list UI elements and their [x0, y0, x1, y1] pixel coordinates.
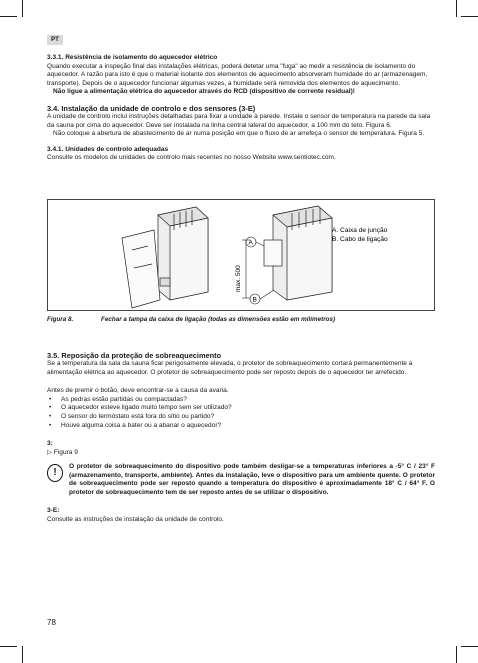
language-tag: PT: [47, 35, 63, 45]
section-3e-label: 3-E:: [47, 506, 60, 514]
section-3-3-1-title: 3.3.1. Resistência de isolamento do aquecedor elétrico: [47, 54, 218, 61]
list-item: • O aquecedor esteve ligado muito tempo sem ser utilizado?: [47, 404, 435, 413]
caption-number: Figura 8.: [47, 316, 74, 323]
figure-9-reference: ▷ Figura 9: [47, 448, 78, 456]
crop-mark: [0, 646, 17, 647]
section-3-3-1-body: Quando executar a inspeção final das instalações elétricas, poderá detetar uma "fuga" ao medir a resistência de isolamento do aquecedor. A razão para isto é que o material isolante dos elementos de aquecimento absorveram humidade do ar (armazenagem, transporte). Depois de o aquecedor funcionar algumas vezes, a humidade será removida dos elementos de aquecimento.: [47, 62, 428, 87]
section-3-5-body: Se a temperatura da sala da sauna ficar perigosamente elevada, o protetor de sobreaquecimento cortará permanentemente a alimentação elétrica ao aquecedor. O protetor de sobreaquecimento pode ser reposto depois de o aquecedor ter arrefecido.: [47, 360, 413, 376]
cause-list: [47, 396, 435, 430]
list-item: • O sensor do termóstato está fora do sítio ou partido?: [47, 413, 435, 422]
crop-mark: [461, 16, 478, 17]
legend-a: A. Caixa de junção: [332, 227, 388, 234]
crop-mark: [0, 16, 17, 17]
marker-a: A: [248, 239, 253, 247]
dimension-label: max. 500: [235, 265, 242, 292]
warning-text: O protetor de sobreaquecimento do dispositivo pode também desligar-se a temperaturas inferiores a -5° C / 23° F (armazenamento, transporte, ambiente). Antes da instalação, leve o dispositivo para um ambiente quente. O protetor de sobreaquecimento pode ser reposto quando a temperatura do dispositivo é aproximadamente 18° C / 64° F. O protetor de sobreaquecimento tem de ser reposto antes de se utilizar o dispositivo.: [69, 463, 435, 496]
heater-illustration: [48, 200, 436, 312]
list-item: • Houve alguma coisa a bater ou a abanar o aquecedor?: [47, 422, 435, 431]
section-3-label: 3:: [47, 440, 53, 448]
figure-8-caption: [47, 316, 435, 323]
crop-mark: [22, 646, 23, 663]
crop-mark: [456, 0, 457, 17]
section-3-4-body: A unidade de controlo inclui instruções detalhadas para fixar a unidade à parede. Instale o sensor de temperatura na parede da sala da sauna por cima do aquecedor. Deve ser instalada na linha central lateral do aquecedor, a 100 mm do teto. Figura 6.: [47, 112, 431, 129]
warning-icon: !: [47, 464, 63, 482]
crop-mark: [22, 0, 23, 17]
section-3-4-1-title: 3.4.1. Unidades de controlo adequadas: [47, 145, 169, 153]
section-3-4-body-2: Não coloque a abertura de abastecimento de ar numa posição em que o fluxo de ar arrefeça o sensor de temperatura. Figura 5.: [53, 130, 425, 138]
figure-8: [47, 199, 435, 311]
section-3-5-intro: Antes de premir o botão, deve encontrar-se a causa da avaria.: [47, 387, 229, 395]
rcd-warning: Não ligue a alimentação elétrica do aquecedor através do RCD (dispositivo de corrente residual)!: [53, 88, 355, 96]
section-3-5-title: 3.5. Reposição da proteção de sobreaquecimento: [47, 351, 222, 360]
section-3e-body: Consulte as instruções de instalação da unidade de controlo.: [47, 515, 224, 523]
upper-text: [47, 54, 435, 163]
crop-mark: [456, 646, 457, 663]
overheat-warning: [47, 463, 435, 497]
marker-b: B: [252, 296, 257, 304]
section-3-4-1-body: Consulte os modelos de unidades de controlo mais recentes no nosso Website www.sentiotec.com.: [47, 154, 336, 162]
legend-b: B. Cabo de ligação: [332, 236, 388, 243]
list-item: • As pedras estão partidas ou compactadas?: [47, 396, 435, 405]
page-number: 78: [47, 618, 56, 627]
section-3-4-title: 3.4. Instalação da unidade de controlo e dos sensores (3-E): [47, 103, 256, 113]
crop-mark: [461, 646, 478, 647]
caption-text: Fechar a tampa da caixa de ligação (todas as dimensões estão em milímetros): [101, 316, 336, 323]
lower-text: [47, 351, 435, 524]
